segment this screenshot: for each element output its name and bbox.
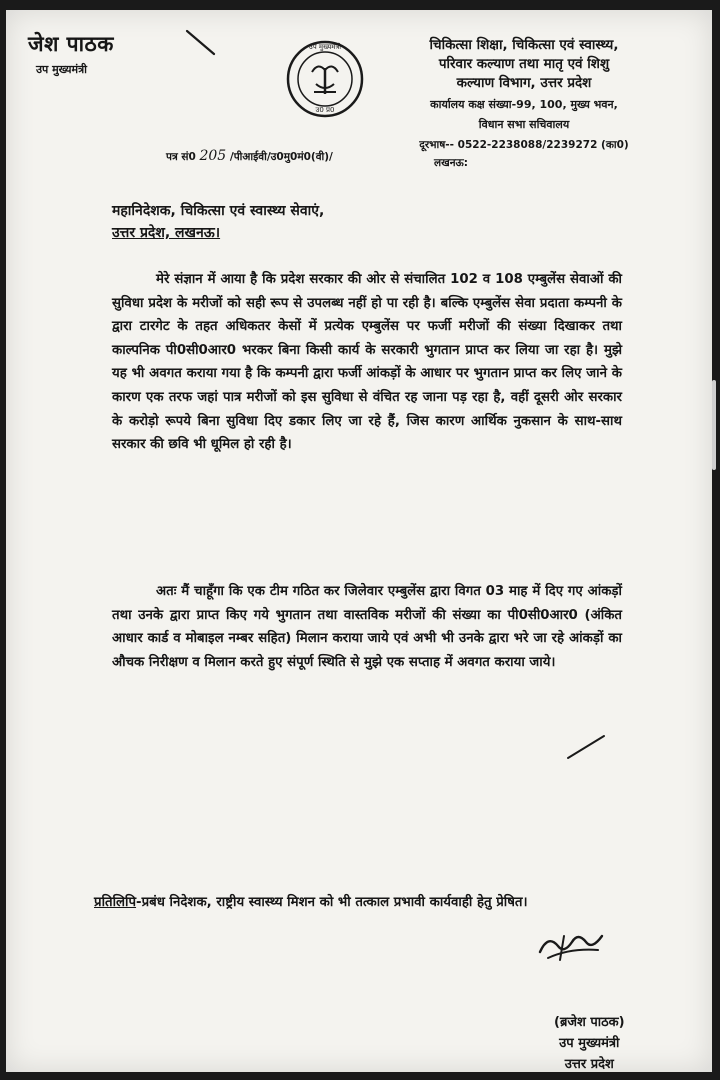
city-label: लखनऊ: <box>434 157 468 169</box>
department-line-2: परिवार कल्याण तथा मातृ एवं शिशु <box>438 56 610 72</box>
emblem-top-text: उप मुख्यमंत्री <box>308 43 342 51</box>
body-paragraph-2-text: अतः मैं चाहूँगा कि एक टीम गठित कर जिलेवार एम्बुलेंस द्वारा विगत 03 माह में दिए गए आंकड़ों तथा उनके द्वारा प्राप्त किए गये भुगतान तथा वास्तविक मरीजों की संख्या का पी0सी0आर0 (अंकित आधार कार्ड व मोबाइल नम्बर सहित) मिलान कराया जाये एवं अभी भी उनके द्वारा भरे जा रहे आंकड़ों का औचक निरीक्षण व मिलान करते हुए संपूर्ण स्थिति से मुझे एक सप्ताह में अवगत कराया जाये। <box>112 584 622 670</box>
signoff-designation: उप मुख्यमंत्री <box>559 1036 620 1051</box>
copy-to-block <box>94 890 634 916</box>
copy-to-text: -प्रबंध निदेशक, राष्ट्रीय स्वास्थ्य मिशन को भी तत्काल प्रभावी कार्यवाही हेतु प्रेषित। <box>136 895 528 910</box>
addressee-line-2: उत्तर प्रदेश, लखनऊ। <box>112 225 221 241</box>
body-paragraph-1-text: मेरे संज्ञान में आया है कि प्रदेश सरकार की ओर से संचालित 102 व 108 एम्बुलेंस सेवाओं की सुविधा प्रदेश के मरीजों को सही रूप से उपलब्ध नहीं हो पा रही है। बल्कि एम्बुलेंस सेवा प्रदाता कम्पनी के द्वारा टारगेट के तहत अधिकतर केसों में प्रत्येक एम्बुलेंस पर फर्जी मरीजों की संख्या दिखाकर तथा काल्पनिक पी0सी0आर0 भरकर बिना किसी कार्य के सरकारी भुगतान प्राप्त कर लिया जा रहा है। मुझे यह भी अवगत कराया गया है कि कम्पनी द्वारा फर्जी आंकड़ों के आधार पर भुगतान प्राप्त कर लिए जाने के कारण एक तरफ जहां पात्र मरीजों को इस सुविधा से वंचित रह जाना पड़ रहा है, वहीं दूसरी ओर सरकार के करोड़ो रूपये बिना सुविधा दिए डकार लिए जा रहे हैं, जिस कारण आर्थिक नुकसान के साथ-साथ सरकार की छवि भी धूमिल हो रही है। <box>112 272 622 453</box>
sender-designation: उप मुख्यमंत्री <box>36 63 87 76</box>
department-line-3: कल्याण विभाग, उत्तर प्रदेश <box>456 75 592 91</box>
body-paragraph-2 <box>112 580 622 674</box>
sender-block <box>28 30 114 77</box>
office-address-line-1: कार्यालय कक्ष संख्या-99, 100, मुख्य भवन, <box>430 98 618 111</box>
reference-number <box>166 148 333 164</box>
department-line-1: चिकित्सा शिक्षा, चिकित्सा एवं स्वास्थ्य, <box>429 37 619 53</box>
addressee-line-1: महानिदेशक, चिकित्सा एवं स्वास्थ्य सेवाएं, <box>112 203 325 219</box>
body-paragraph-1 <box>112 268 622 457</box>
addressee-block <box>112 200 324 244</box>
scrollbar[interactable] <box>712 380 716 470</box>
reference-suffix: /पीआईवी/उ0मु0मं0(वी)/ <box>229 151 333 163</box>
reference-handwritten-number: 205 <box>199 148 227 164</box>
signoff-block <box>554 1012 625 1072</box>
phone-number: दूरभाष-- 0522-2238088/2239272 (का0) <box>419 139 629 151</box>
office-address-line-2: विधान सभा सचिवालय <box>478 118 570 131</box>
letter-page <box>6 10 712 1072</box>
sender-name: जेश पाठक <box>28 32 114 56</box>
signoff-name: (ब्रजेश पाठक) <box>554 1015 625 1030</box>
department-block <box>374 36 674 171</box>
pen-tick-mark <box>566 732 606 762</box>
signoff-state: उत्तर प्रदेश <box>564 1057 614 1072</box>
government-emblem-icon <box>286 32 364 130</box>
copy-to-label: प्रतिलिपि <box>94 895 137 910</box>
handwritten-signature <box>534 922 608 970</box>
pen-stroke-mark <box>184 28 218 58</box>
emblem-bottom-text: उ0 प्र0 <box>315 106 335 114</box>
reference-prefix: पत्र सं0 <box>166 151 196 163</box>
